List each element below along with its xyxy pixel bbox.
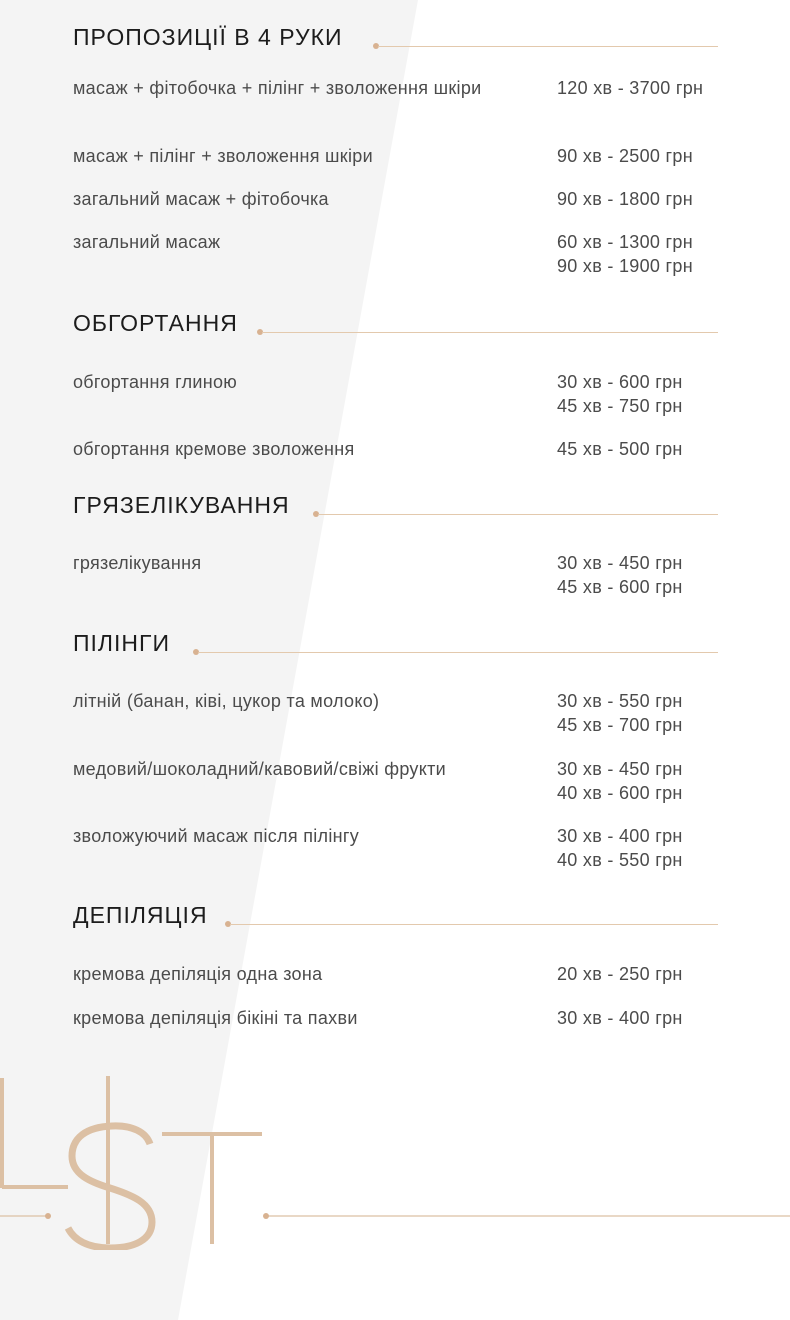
service-price: 30 хв - 550 грн [557,691,683,711]
service-name: загальний масаж [73,232,221,252]
service-price: 120 хв - 3700 грн [557,78,704,98]
service-name: медовий/шоколадний/кавовий/свіжі фрукти [73,759,447,779]
service-price: 45 хв - 500 грн [557,439,683,459]
price-list [557,187,757,211]
section-header [0,902,790,938]
section-header [0,24,790,60]
service-name: обгортання кремове зволоження [73,439,355,459]
service-price: 60 хв - 1300 грн [557,232,693,252]
menu-section [0,492,790,597]
service-name: кремова депіляція бікіні та пахви [73,1008,358,1028]
section-divider [230,924,718,925]
service-price: 45 хв - 750 грн [557,396,683,416]
section-header [0,630,790,666]
service-price: 30 хв - 400 грн [557,826,683,846]
section-divider [262,332,718,333]
menu-section [0,630,790,870]
service-name: грязелікування [73,553,202,573]
service-name: кремова депіляція одна зона [73,964,323,984]
section-title: ГРЯЗЕЛІКУВАННЯ [73,492,290,518]
price-list [557,230,757,278]
service-price: 40 хв - 550 грн [557,850,683,870]
section-header [0,492,790,528]
section-title: ОБГОРТАННЯ [73,310,238,336]
section-divider [198,652,718,653]
service-price: 30 хв - 600 грн [557,372,683,392]
service-price: 40 хв - 600 грн [557,783,683,803]
service-name: загальний масаж + фітобочка [73,189,329,209]
service-price: 90 хв - 1800 грн [557,189,693,209]
price-list [557,370,757,418]
price-list [557,757,757,805]
service-name: масаж + пілінг + зволоження шкіри [73,146,373,166]
price-list [557,437,757,461]
service-name: зволожуючий масаж після пілінгу [73,826,360,846]
section-title: ДЕПІЛЯЦІЯ [73,902,208,928]
price-list [557,144,757,168]
menu-section [0,24,790,276]
price-list [557,76,757,100]
service-price: 30 хв - 400 грн [557,1008,683,1028]
service-price: 90 хв - 1900 грн [557,256,693,276]
section-title: ПІЛІНГИ [73,630,171,656]
service-price: 90 хв - 2500 грн [557,146,693,166]
service-price: 30 хв - 450 грн [557,553,683,573]
price-list [557,1006,757,1030]
service-price: 45 хв - 600 грн [557,577,683,597]
price-list [557,824,757,872]
section-header [0,310,790,346]
price-list [557,551,757,599]
service-name: літній (банан, ківі, цукор та молоко) [73,691,380,711]
section-divider [318,514,718,515]
service-price: 30 хв - 450 грн [557,759,683,779]
service-price: 45 хв - 700 грн [557,715,683,735]
section-divider [378,46,718,47]
section-title: ПРОПОЗИЦІЇ В 4 РУКИ [73,24,343,50]
menu-section [0,310,790,459]
price-list [557,962,757,986]
menu-section [0,902,790,1028]
service-name: масаж + фітобочка + пілінг + зволоження шкіри [73,78,482,98]
service-name: обгортання глиною [73,372,238,392]
service-price: 20 хв - 250 грн [557,964,683,984]
price-list [557,689,757,737]
